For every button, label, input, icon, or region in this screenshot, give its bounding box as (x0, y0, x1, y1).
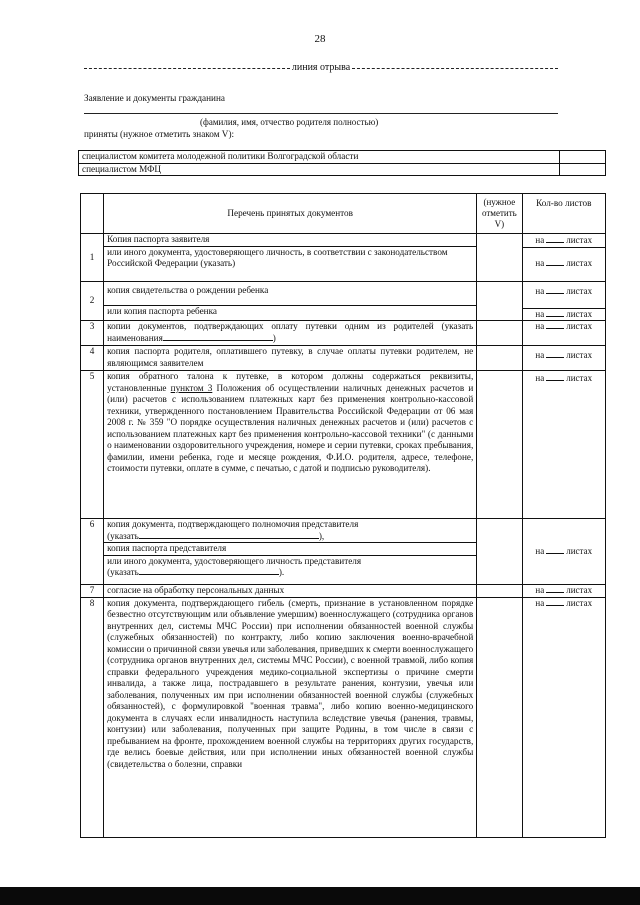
row-1-num: 1 (81, 234, 104, 282)
row-1-line-a: Копия паспорта заявителя (107, 234, 210, 244)
row-3-num: 3 (81, 321, 104, 346)
row-5-doc: копия обратного талона к путевке, в котором должны содержаться реквизиты, установленные пунктом 3 Положения об осуществлении наличных денежных расчетов и (или) расчетов с использованием платежных карт без применения контрольно-кассовой техники, утвержденного постановлением Правительства Российской Федерации от 06 мая 2008 г. № 359 "О порядке осуществления наличных денежных расчетов и (или) расчетов с использованием платежных карт без применения контрольно-кассовой техники" (с данными о наименовании оздоровительного учреждения, номере и серии путевки, сроках пребывания, фамилии, имени ребенка, годе и месяце рождения, Ф.И.О. родителя, адресе, телефоне, стоимости путевки, оплате в сумме, с печатью, с датой и подписью руководителя). (104, 371, 477, 519)
table-row (81, 234, 606, 282)
page-number: 28 (314, 33, 326, 45)
table-row (81, 321, 606, 346)
header-list: Перечень принятых документов (104, 194, 477, 234)
row-1-qty (522, 234, 606, 282)
table-row (81, 282, 606, 321)
recipient-mfc: специалистом МФЦ (79, 163, 560, 176)
row-8-num: 8 (81, 597, 104, 837)
row-3-mark[interactable] (477, 321, 522, 346)
row-1-qty-a: на листах (535, 235, 593, 245)
row-7-mark[interactable] (477, 585, 522, 598)
header-mark: (нужное отметить V) (477, 194, 522, 234)
row-5-qty: на листах (522, 371, 606, 519)
row-2-line-a: копия свидетельства о рождении ребенка (107, 285, 269, 295)
name-blank-line[interactable] (84, 113, 558, 114)
table-row (81, 597, 606, 837)
row-6-mark[interactable] (477, 519, 522, 585)
recipient-table (78, 150, 606, 176)
row-2-qty-a: на листах (535, 286, 593, 296)
row-4-num: 4 (81, 346, 104, 371)
row-2-qty-b: на листах (535, 308, 593, 319)
header-num (81, 194, 104, 234)
scan-bottom-edge (0, 887, 640, 905)
row-5-num: 5 (81, 371, 104, 519)
row-2-mark[interactable] (477, 282, 522, 321)
intro-text: Заявление и документы гражданина (84, 93, 225, 103)
header-qty: Кол-во листов (522, 194, 606, 234)
row-7-qty: на листах (522, 585, 606, 598)
row-7-doc: согласие на обработку персональных данных (104, 585, 477, 598)
recipient-committee-mark[interactable] (559, 151, 605, 164)
row-1-qty-b: на листах (535, 257, 593, 268)
row-5-mark[interactable] (477, 371, 522, 519)
row-6-num: 6 (81, 519, 104, 585)
row-2-doc (104, 282, 477, 321)
row-1-mark[interactable] (477, 234, 522, 282)
table-row (81, 346, 606, 371)
name-hint: (фамилия, имя, отчество родителя полностью) (200, 117, 379, 127)
table-row (81, 585, 606, 598)
row-2-qty (522, 282, 606, 321)
row-3-qty: на листах (522, 321, 606, 346)
cut-line-dash-right (352, 68, 558, 69)
row-6-doc: копия документа, подтверждающего полномочия представителя (указать ), копия паспорта представителя или иного документа, удостоверяющего личность представителя (указать ). (104, 519, 477, 585)
table-row (81, 371, 606, 519)
documents-table (80, 193, 606, 838)
row-8-qty: на листах (522, 597, 606, 837)
row-1-doc (104, 234, 477, 282)
row-7-num: 7 (81, 585, 104, 598)
recipient-mfc-mark[interactable] (559, 163, 605, 176)
row-2-line-b: или копия паспорта ребенка (104, 305, 476, 318)
row-3-doc: копии документов, подтверждающих оплату путевки одним из родителей (указать наименования ) (104, 321, 477, 346)
row-6-qty: на листах (522, 519, 606, 585)
row-5-link[interactable]: пунктом 3 (170, 382, 213, 393)
cut-line-dash-left (84, 68, 290, 69)
row-4-mark[interactable] (477, 346, 522, 371)
recipient-committee: специалистом комитета молодежной политики Волгоградской области (79, 151, 560, 164)
table-row (81, 519, 606, 585)
cut-line (84, 62, 558, 73)
row-4-qty: на листах (522, 346, 606, 371)
row-2-num: 2 (81, 282, 104, 321)
cut-line-label: линия отрыва (291, 62, 351, 73)
row-8-doc: копия документа, подтверждающего гибель (смерть, признание в установленном порядке безвестно отсутствующим или объявление умершим) военнослужащего (сотрудника органов внутренних дел, системы МЧС России) при исполнении обязанностей военной службы (служебных обязанностей) по контракту, либо копию заключения военно-врачебной комиссии о причинной связи увечья или заболевания, приведших к смерти военнослужащего (сотрудника органов внутренних дел, системы МЧС России), с военной травмой, либо копия справки федерального учреждения медико-социальной экспертизы о причине смерти инвалида, а также лица, пострадавшего в результате ранения, контузии, увечья или заболевания, полученных им при исполнении обязанностей военной службы (служебных обязанностей), с формулировкой "военная травма", либо копию военно-медицинского документа в случаях если инвалидность наступила вследствие увечья (ранения, травмы, контузии) или заболевания, полученных при защите Родины, в том числе в связи с пребыванием на фронте, прохождением военной службы на территориях других государств, где велись боевые действия, или при исполнении иных обязанностей военной службы (свидетельства о болезни, справки (104, 597, 477, 837)
row-8-mark[interactable] (477, 597, 522, 837)
row-1-line-b: или иного документа, удостоверяющего личность, в соответствии с законодательством Российской Федерации (указать) (104, 246, 476, 270)
accepted-label: приняты (нужное отметить знаком V): (84, 129, 235, 139)
row-4-doc: копия паспорта родителя, оплатившего путевку, в случае оплаты путевки родителем, не являющимся заявителем (104, 346, 477, 371)
